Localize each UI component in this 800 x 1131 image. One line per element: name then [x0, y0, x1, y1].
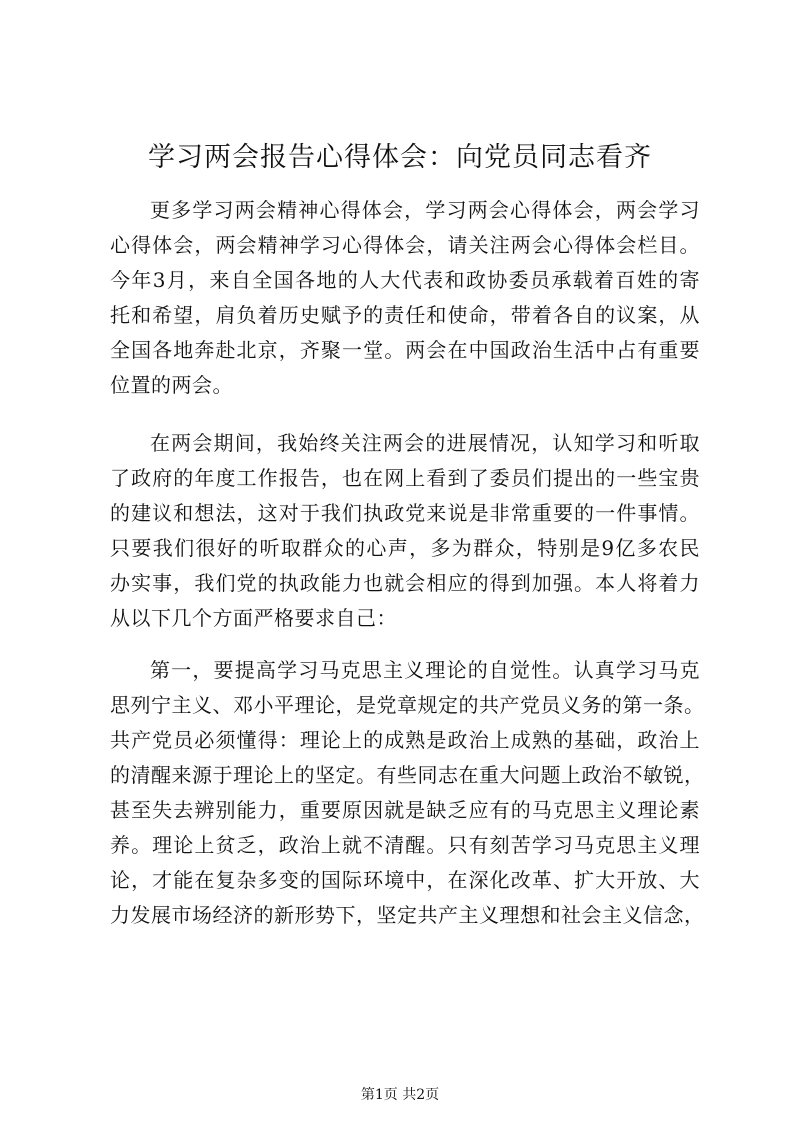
page-footer: 第1页 共2页 — [360, 1087, 440, 1103]
paragraph-3-line-8: 力发展市场经济的新形势下，坚定共产主义理想和社会主义信念， — [110, 903, 705, 927]
paragraph-2-line-5: 办实事，我们党的执政能力也就会相应的得到加强。本人将着力 — [110, 571, 700, 595]
paragraph-3-line-7: 论，才能在复杂多变的国际环境中，在深化改革、扩大开放、大 — [110, 868, 700, 892]
paragraph-2-line-2: 了政府的年度工作报告，也在网上看到了委员们提出的一些宝贵 — [110, 466, 700, 490]
paragraph-1-line-5: 全国各地奔赴北京，齐聚一堂。两会在中国政治生活中占有重要 — [110, 338, 700, 362]
paragraph-1-line-3: 今年3月，来自全国各地的人大代表和政协委员承载着百姓的寄 — [110, 268, 700, 292]
paragraph-3-line-3: 共产党员必须懂得：理论上的成熟是政治上成熟的基础，政治上 — [110, 728, 700, 752]
paragraph-3-line-2: 思列宁主义、邓小平理论，是党章规定的共产党员义务的第一条。 — [110, 693, 705, 717]
document-title: 学习两会报告心得体会：向党员同志看齐 — [148, 142, 652, 173]
paragraph-2-line-3: 的建议和想法，这对于我们执政党来说是非常重要的一件事情。 — [110, 501, 700, 525]
paragraph-2-line-1: 在两会期间，我始终关注两会的进展情况，认知学习和听取 — [150, 431, 700, 455]
paragraph-3-line-1: 第一，要提高学习马克思主义理论的自觉性。认真学习马克 — [150, 658, 700, 682]
paragraph-3-line-5: 甚至失去辨别能力，重要原因就是缺乏应有的马克思主义理论素 — [110, 798, 700, 822]
paragraph-1-line-6: 位置的两会。 — [110, 373, 233, 397]
paragraph-2-line-6: 从以下几个方面严格要求自己： — [110, 606, 397, 630]
paragraph-1-line-2: 心得体会，两会精神学习心得体会，请关注两会心得体会栏目。 — [110, 233, 700, 257]
paragraph-3-line-4: 的清醒来源于理论上的坚定。有些同志在重大问题上政治不敏锐， — [110, 763, 705, 787]
paragraph-1-line-4: 托和希望，肩负着历史赋予的责任和使命，带着各自的议案，从 — [110, 303, 700, 327]
paragraph-3-line-6: 养。理论上贫乏，政治上就不清醒。只有刻苦学习马克思主义理 — [110, 833, 700, 857]
paragraph-1-line-1: 更多学习两会精神心得体会，学习两会心得体会，两会学习 — [150, 198, 700, 222]
paragraph-2-line-4: 只要我们很好的听取群众的心声，多为群众，特别是9亿多农民 — [110, 536, 700, 560]
